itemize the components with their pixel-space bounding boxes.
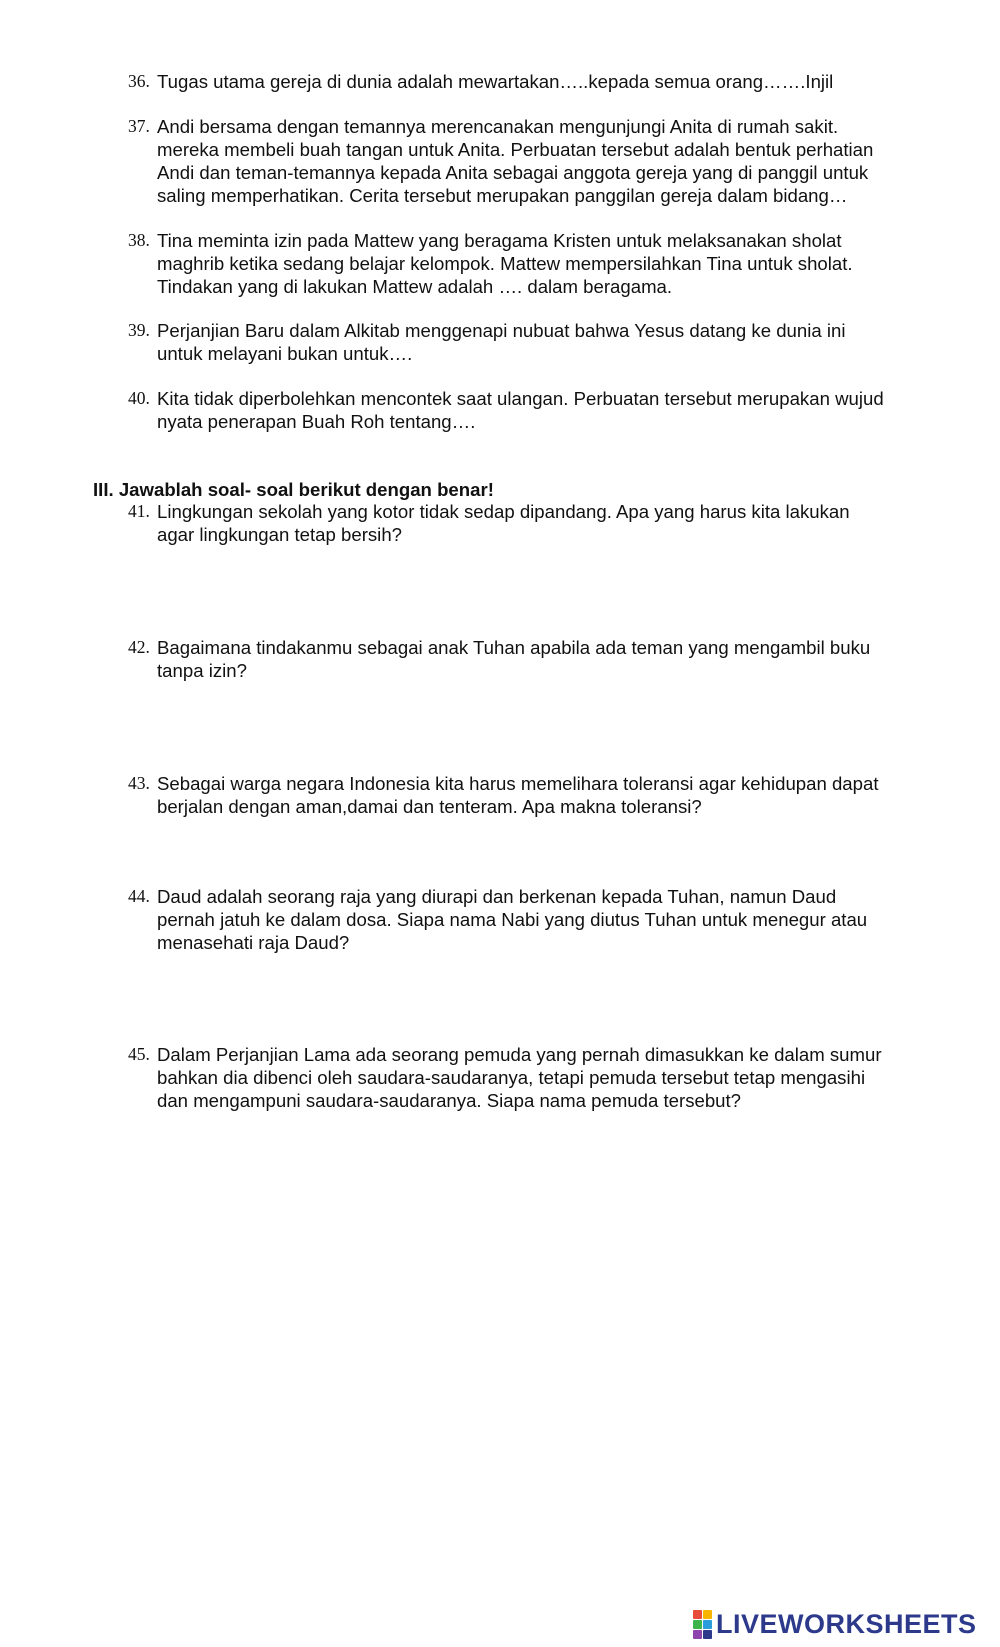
question-text-line: saling memperhatikan. Cerita tersebut merupakan panggilan gereja dalam bidang… bbox=[157, 185, 848, 206]
logo-mark-cell bbox=[703, 1630, 712, 1639]
logo-mark-cell bbox=[693, 1620, 702, 1629]
question-text-line: Sebagai warga negara Indonesia kita harus memelihara toleransi agar kehidupan dapat bbox=[157, 773, 879, 794]
question-text-line: tanpa izin? bbox=[157, 660, 247, 681]
liveworksheets-logo bbox=[693, 1608, 977, 1640]
question-text-line: Perjanjian Baru dalam Alkitab menggenapi nubuat bahwa Yesus datang ke dunia ini bbox=[157, 320, 846, 341]
question-40 bbox=[128, 387, 938, 433]
question-41 bbox=[128, 500, 938, 546]
question-36 bbox=[128, 70, 938, 93]
question-number: 45. bbox=[128, 1044, 150, 1064]
question-text-line: Daud adalah seorang raja yang diurapi dan berkenan kepada Tuhan, namun Daud bbox=[157, 886, 837, 907]
question-text-line: Lingkungan sekolah yang kotor tidak sedap dipandang. Apa yang harus kita lakukan bbox=[157, 501, 850, 522]
logo-mark-cell bbox=[703, 1610, 712, 1619]
liveworksheets-wordmark: LIVEWORKSHEETS bbox=[716, 1608, 977, 1639]
question-number: 37. bbox=[128, 116, 150, 136]
question-text-line: berjalan dengan aman,damai dan tenteram. Apa makna toleransi? bbox=[157, 796, 702, 817]
logo-mark-cell bbox=[693, 1630, 702, 1639]
question-text-line: nyata penerapan Buah Roh tentang…. bbox=[157, 411, 476, 432]
question-number: 38. bbox=[128, 230, 150, 250]
question-38 bbox=[128, 229, 938, 298]
question-number: 40. bbox=[128, 388, 150, 408]
question-text-line: maghrib ketika sedang belajar kelompok. Mattew mempersilahkan Tina untuk sholat. bbox=[157, 253, 853, 274]
liveworksheets-mark-icon bbox=[693, 1610, 712, 1639]
question-44 bbox=[128, 885, 938, 954]
question-text-line: mereka membeli buah tangan untuk Anita. Perbuatan tersebut adalah bentuk perhatian bbox=[157, 139, 874, 160]
question-text-line: Andi bersama dengan temannya merencanakan mengunjungi Anita di rumah sakit. bbox=[157, 116, 839, 137]
question-text-line: Dalam Perjanjian Lama ada seorang pemuda yang pernah dimasukkan ke dalam sumur bbox=[157, 1044, 882, 1065]
question-text-line: Tindakan yang di lakukan Mattew adalah …. dalam beragama. bbox=[157, 276, 673, 297]
question-number: 42. bbox=[128, 637, 150, 657]
question-number: 44. bbox=[128, 886, 150, 906]
question-37 bbox=[128, 115, 938, 207]
question-text-line: bahkan dia dibenci oleh saudara-saudaranya, tetapi pemuda tersebut tetap mengasihi bbox=[157, 1067, 866, 1088]
question-text-line: dan mengampuni saudara-saudaranya. Siapa nama pemuda tersebut? bbox=[157, 1090, 742, 1111]
question-number: 43. bbox=[128, 773, 150, 793]
logo-mark-cell bbox=[693, 1610, 702, 1619]
question-45 bbox=[128, 1043, 938, 1112]
question-text-line: Tina meminta izin pada Mattew yang beragama Kristen untuk melaksanakan sholat bbox=[157, 230, 842, 251]
question-43 bbox=[128, 772, 938, 818]
question-text-line: pernah jatuh ke dalam dosa. Siapa nama Nabi yang diutus Tuhan untuk menegur atau bbox=[157, 909, 868, 930]
question-number: 39. bbox=[128, 320, 150, 340]
section-heading: III. Jawablah soal- soal berikut dengan benar! bbox=[93, 479, 494, 500]
question-text-line: agar lingkungan tetap bersih? bbox=[157, 524, 402, 545]
logo-mark-cell bbox=[703, 1620, 712, 1629]
question-text-line: Tugas utama gereja di dunia adalah mewartakan…..kepada semua orang…….Injil bbox=[157, 71, 834, 92]
question-text-line: menasehati raja Daud? bbox=[157, 932, 350, 953]
question-number: 41. bbox=[128, 501, 150, 521]
question-42 bbox=[128, 636, 938, 682]
question-39 bbox=[128, 319, 938, 365]
question-text-line: Andi dan teman-temannya kepada Anita sebagai anggota gereja yang di panggil untuk bbox=[157, 162, 869, 183]
question-number: 36. bbox=[128, 71, 150, 91]
question-text-line: Bagaimana tindakanmu sebagai anak Tuhan apabila ada teman yang mengambil buku bbox=[157, 637, 871, 658]
question-text-line: Kita tidak diperbolehkan mencontek saat ulangan. Perbuatan tersebut merupakan wujud bbox=[157, 388, 884, 409]
question-text-line: untuk melayani bukan untuk…. bbox=[157, 343, 413, 364]
